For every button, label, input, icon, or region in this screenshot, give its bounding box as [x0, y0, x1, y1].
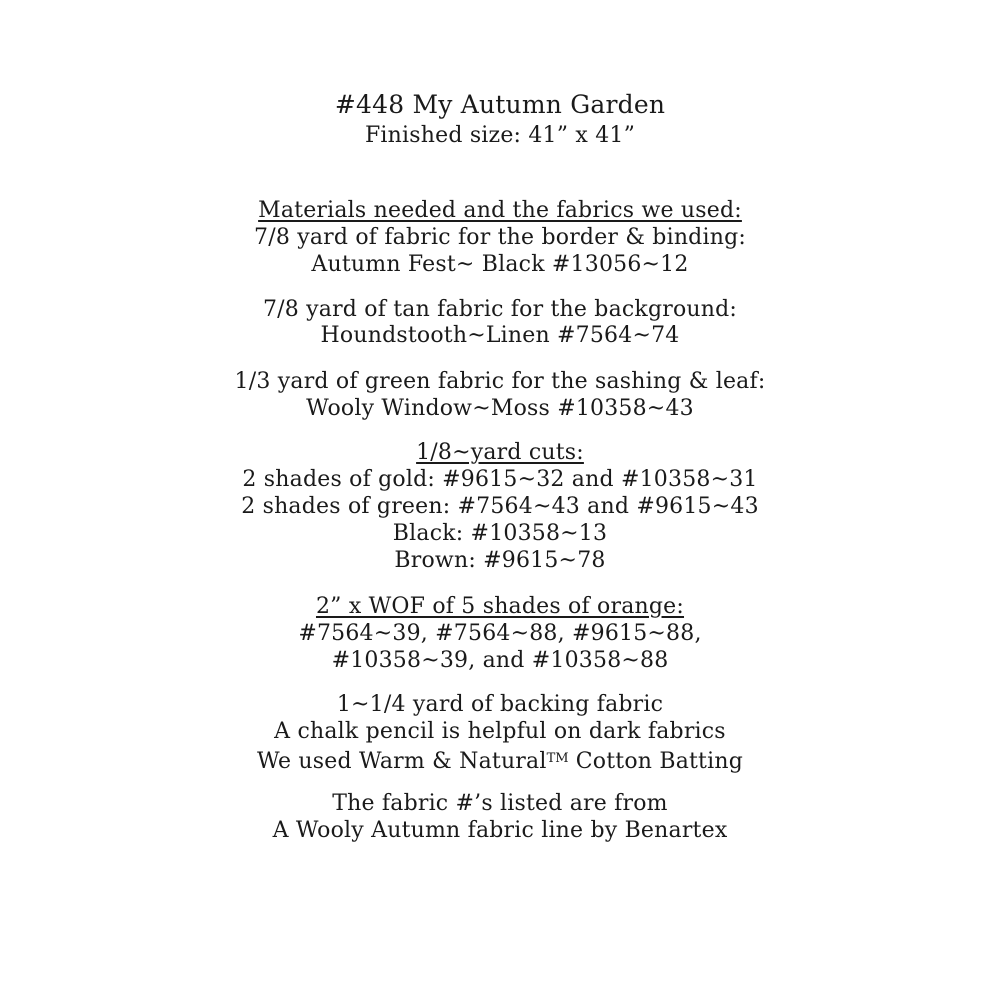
orange-heading: 2” x WOF of 5 shades of orange: [315, 594, 685, 619]
footer-line: The fabric #’s listed are from [332, 791, 668, 816]
trademark-mark: TM [546, 751, 569, 766]
chalk-pencil-note: A chalk pencil is helpful on dark fabrics [274, 719, 726, 744]
background-fabric-name: Houndstooth~Linen #7564~74 [320, 323, 680, 348]
border-fabric-name: Autumn Fest~ Black #13056~12 [311, 252, 689, 277]
sashing-fabric-line: 1/3 yard of green fabric for the sashing & leaf: [234, 369, 766, 394]
backing-fabric: 1~1/4 yard of backing fabric [336, 692, 664, 717]
cuts-line: 2 shades of green: #7564~43 and #9615~43 [241, 494, 759, 519]
materials-heading: Materials needed and the fabrics we used: [258, 198, 742, 223]
finished-size: Finished size: 41” x 41” [364, 123, 636, 148]
orange-line: #10358~39, and #10358~88 [331, 648, 669, 673]
batting-note [0, 746, 1000, 775]
footer-line: A Wooly Autumn fabric line by Benartex [272, 818, 728, 843]
batting-prefix: We used Warm & Natural [256, 749, 547, 774]
cuts-line: 2 shades of gold: #9615~32 and #10358~31 [242, 467, 758, 492]
border-fabric-line: 7/8 yard of fabric for the border & binding: [254, 225, 746, 250]
background-fabric-line: 7/8 yard of tan fabric for the background: [262, 297, 738, 322]
orange-line: #7564~39, #7564~88, #9615~88, [298, 621, 702, 646]
cuts-line: Brown: #9615~78 [394, 548, 606, 573]
cuts-line: Black: #10358~13 [392, 521, 608, 546]
cuts-heading: 1/8~yard cuts: [416, 440, 584, 465]
sashing-fabric-name: Wooly Window~Moss #10358~43 [306, 396, 694, 421]
batting-suffix: Cotton Batting [568, 749, 743, 774]
pattern-title: #448 My Autumn Garden [334, 90, 666, 119]
